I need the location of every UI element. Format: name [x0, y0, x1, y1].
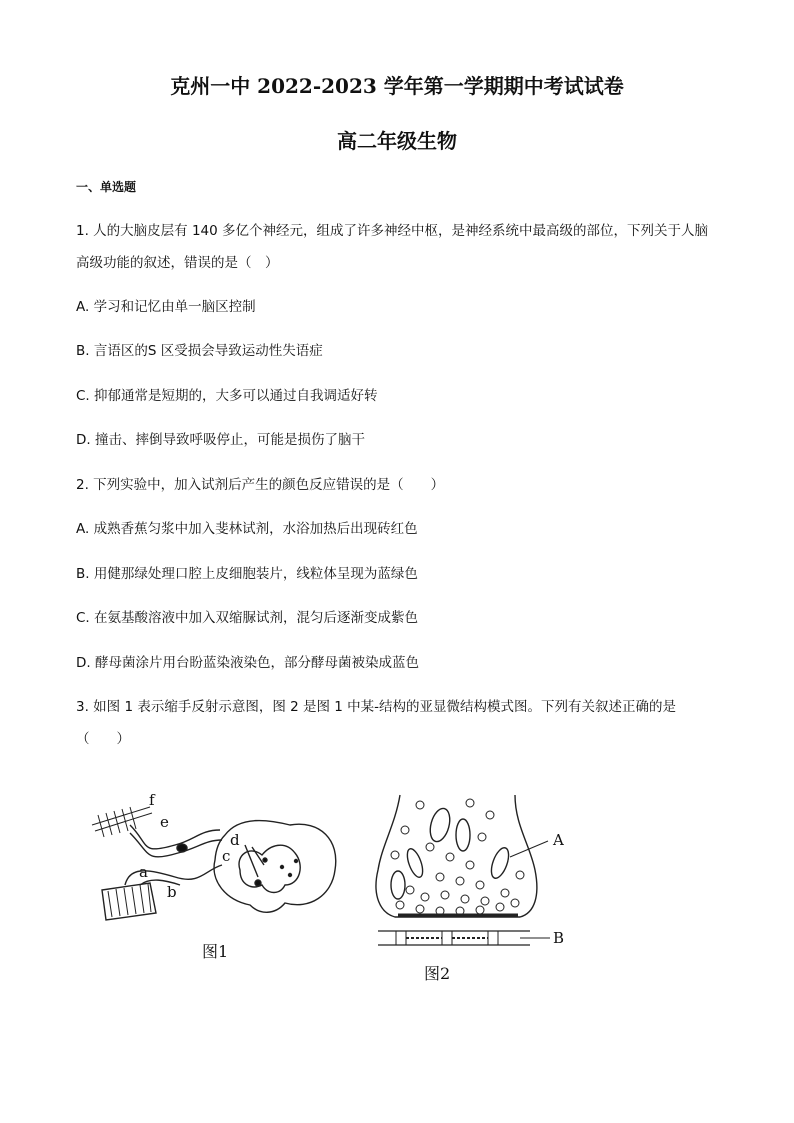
fig1-label-d: d [230, 831, 240, 849]
q1-stem-line1: 1. 人的大脑皮层有 140 多亿个神经元，组成了许多神经中枢，是神经系统中最高级的部位，下列关于人脑 [76, 223, 709, 239]
q2-option-d: D. 酵母菌涂片用台盼蓝染液染色，部分酵母菌被染成蓝色 [76, 655, 419, 671]
q2-option-b: B. 用健那绿处理口腔上皮细胞装片，线粒体呈现为蓝绿色 [76, 566, 418, 582]
figure-drawings [0, 785, 794, 985]
fig1-label-e: e [160, 813, 169, 831]
fig2-caption: 图2 [424, 964, 451, 983]
fig1-label-f: f [149, 791, 155, 809]
q1-option-a: A. 学习和记忆由单一脑区控制 [76, 299, 256, 315]
fig2-label-b: B [553, 929, 565, 947]
fig1-label-a: a [139, 863, 148, 881]
fig1-label-b: b [167, 883, 177, 901]
fig1-caption: 图1 [202, 942, 229, 961]
q3-stem-line2: （ ） [76, 731, 130, 747]
q2-option-a: A. 成熟香蕉匀浆中加入斐林试剂，水浴加热后出现砖红色 [76, 521, 418, 537]
q2-stem: 2. 下列实验中，加入试剂后产生的颜色反应错误的是（ ） [76, 477, 445, 493]
fig2-synapse-diagram [376, 795, 550, 945]
fig1-label-c: c [222, 847, 231, 865]
figures-area [0, 785, 794, 985]
exam-subtitle: 高二年级生物 [337, 129, 457, 153]
q2-option-c: C. 在氨基酸溶液中加入双缩脲试剂，混匀后逐渐变成紫色 [76, 610, 419, 626]
section-heading: 一、单选题 [76, 180, 137, 194]
q3-stem-line1: 3. 如图 1 表示缩手反射示意图，图 2 是图 1 中某-结构的亚显微结构模式图。下列有关叙述正确的是 [76, 699, 677, 715]
fig2-label-a: A [553, 831, 564, 849]
q1-option-c: C. 抑郁通常是短期的，大多可以通过自我调适好转 [76, 388, 378, 404]
q1-stem-line2: 高级功能的叙述，错误的是（ ） [76, 255, 279, 271]
exam-title: 克州一中 2022-2023 学年第一学期期中考试试卷 [170, 74, 624, 98]
q1-option-b: B. 言语区的S 区受损会导致运动性失语症 [76, 343, 323, 359]
q1-option-d: D. 撞击、摔倒导致呼吸停止，可能是损伤了脑干 [76, 432, 365, 448]
fig1-reflex-arc-diagram [92, 807, 336, 920]
